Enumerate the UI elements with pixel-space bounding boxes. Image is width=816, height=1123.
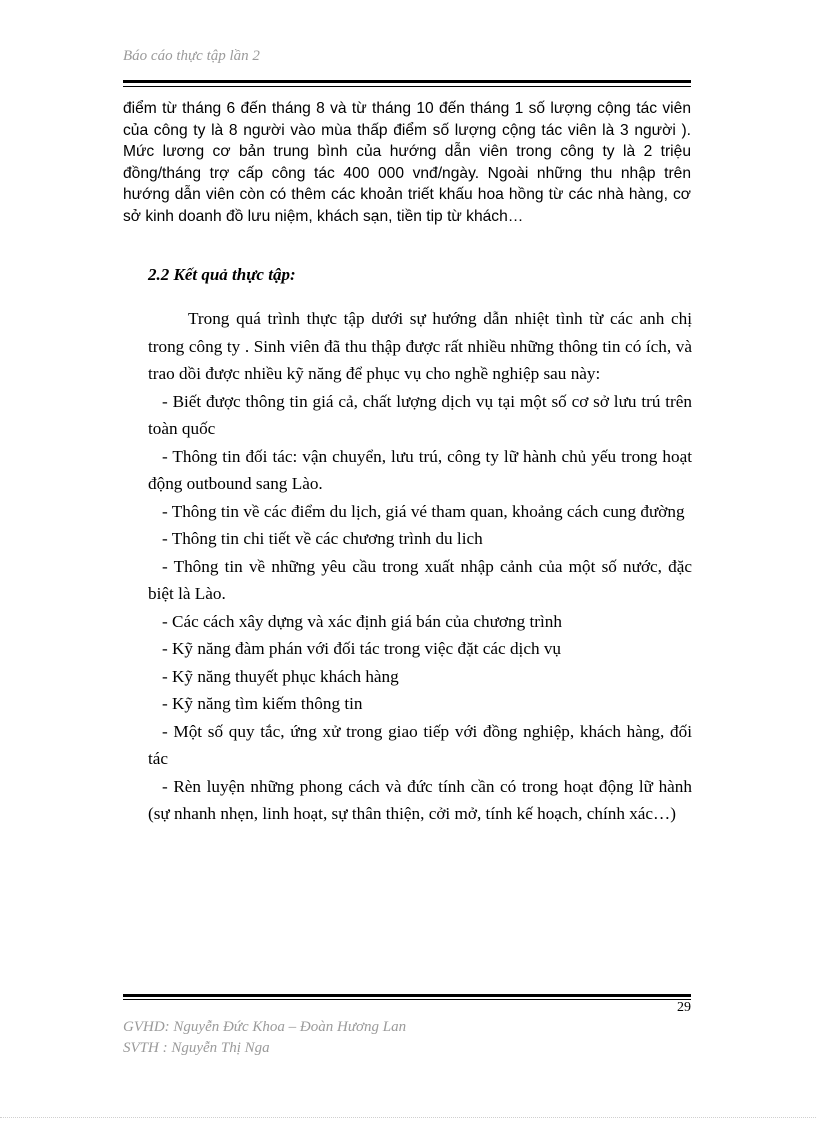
footer-rule-thin — [123, 999, 691, 1000]
bullet-item: - Thông tin về những yêu cầu trong xuất nhập cảnh của một số nước, đặc biệt là Lào. — [148, 556, 692, 603]
footer-student: SVTH : Nguyễn Thị Nga — [123, 1040, 270, 1056]
results-section — [148, 305, 692, 828]
bullet-item: - Thông tin chi tiết về các chương trình du lich — [162, 529, 483, 548]
footer-rule-thick — [123, 994, 691, 997]
intro-paragraph: Trong quá trình thực tập dưới sự hướng dẫn nhiệt tình từ các anh chị trong công ty . Sinh viên đã thu thập được rất nhiều những thông tin có ích, và trao dồi được nhiều kỹ năng để phục vụ cho nghề nghiệp sau này: — [148, 309, 692, 383]
continued-paragraph: điểm từ tháng 6 đến tháng 8 và từ tháng 10 đến tháng 1 số lượng cộng tác viên của công ty là 8 người vào mùa thấp điểm số lượng cộng tác viên là 3 người ). Mức lương cơ bản trung bình của hướng dẫn viên trong công ty là 2 triệu đồng/tháng trợ cấp công tác 400 000 vnđ/ngày. Ngoài những thu nhập trên hướng dẫn viên còn có thêm các khoản triết khấu hoa hồng từ các nhà hàng, cơ sở kinh doanh đồ lưu niệm, khách sạn, tiền tip từ khách… — [123, 100, 691, 225]
bullet-item: - Một số quy tắc, ứng xử trong giao tiếp với đồng nghiệp, khách hàng, đối tác — [148, 721, 692, 768]
page-edge-divider — [0, 1117, 816, 1118]
section-heading: 2.2 Kết quả thực tập: — [148, 265, 296, 284]
bullet-item: - Kỹ năng thuyết phục khách hàng — [162, 666, 399, 686]
header-rule-thin — [123, 86, 691, 87]
bullet-item: - Các cách xây dựng và xác định giá bán của chương trình — [162, 611, 562, 631]
bullet-item: - Kỹ năng tìm kiếm thông tin — [162, 694, 363, 713]
header-rule-thick — [123, 80, 691, 83]
bullet-item: - Kỹ năng đàm phán với đối tác trong việc đặt các dịch vụ — [162, 639, 562, 658]
page-number: 29 — [677, 1000, 691, 1015]
header-title: Báo cáo thực tập lần 2 — [123, 48, 260, 64]
bullet-item: - Rèn luyện những phong cách và đức tính cần có trong hoạt động lữ hành (sự nhanh nhẹn, linh hoạt, sự thân thiện, cởi mở, tính kế hoạch, chính xác…) — [148, 776, 692, 823]
footer-supervisor: GVHD: Nguyễn Đức Khoa – Đoàn Hương Lan — [123, 1019, 407, 1035]
bullet-item: - Thông tin về các điểm du lịch, giá vé tham quan, khoảng cách cung đường — [162, 501, 685, 521]
bullet-item: - Biết được thông tin giá cả, chất lượng dịch vụ tại một số cơ sở lưu trú trên toàn quốc — [148, 391, 692, 438]
bullet-item: - Thông tin đối tác: vận chuyển, lưu trú, công ty lữ hành chủ yếu trong hoạt động outbound sang Lào. — [148, 446, 692, 493]
